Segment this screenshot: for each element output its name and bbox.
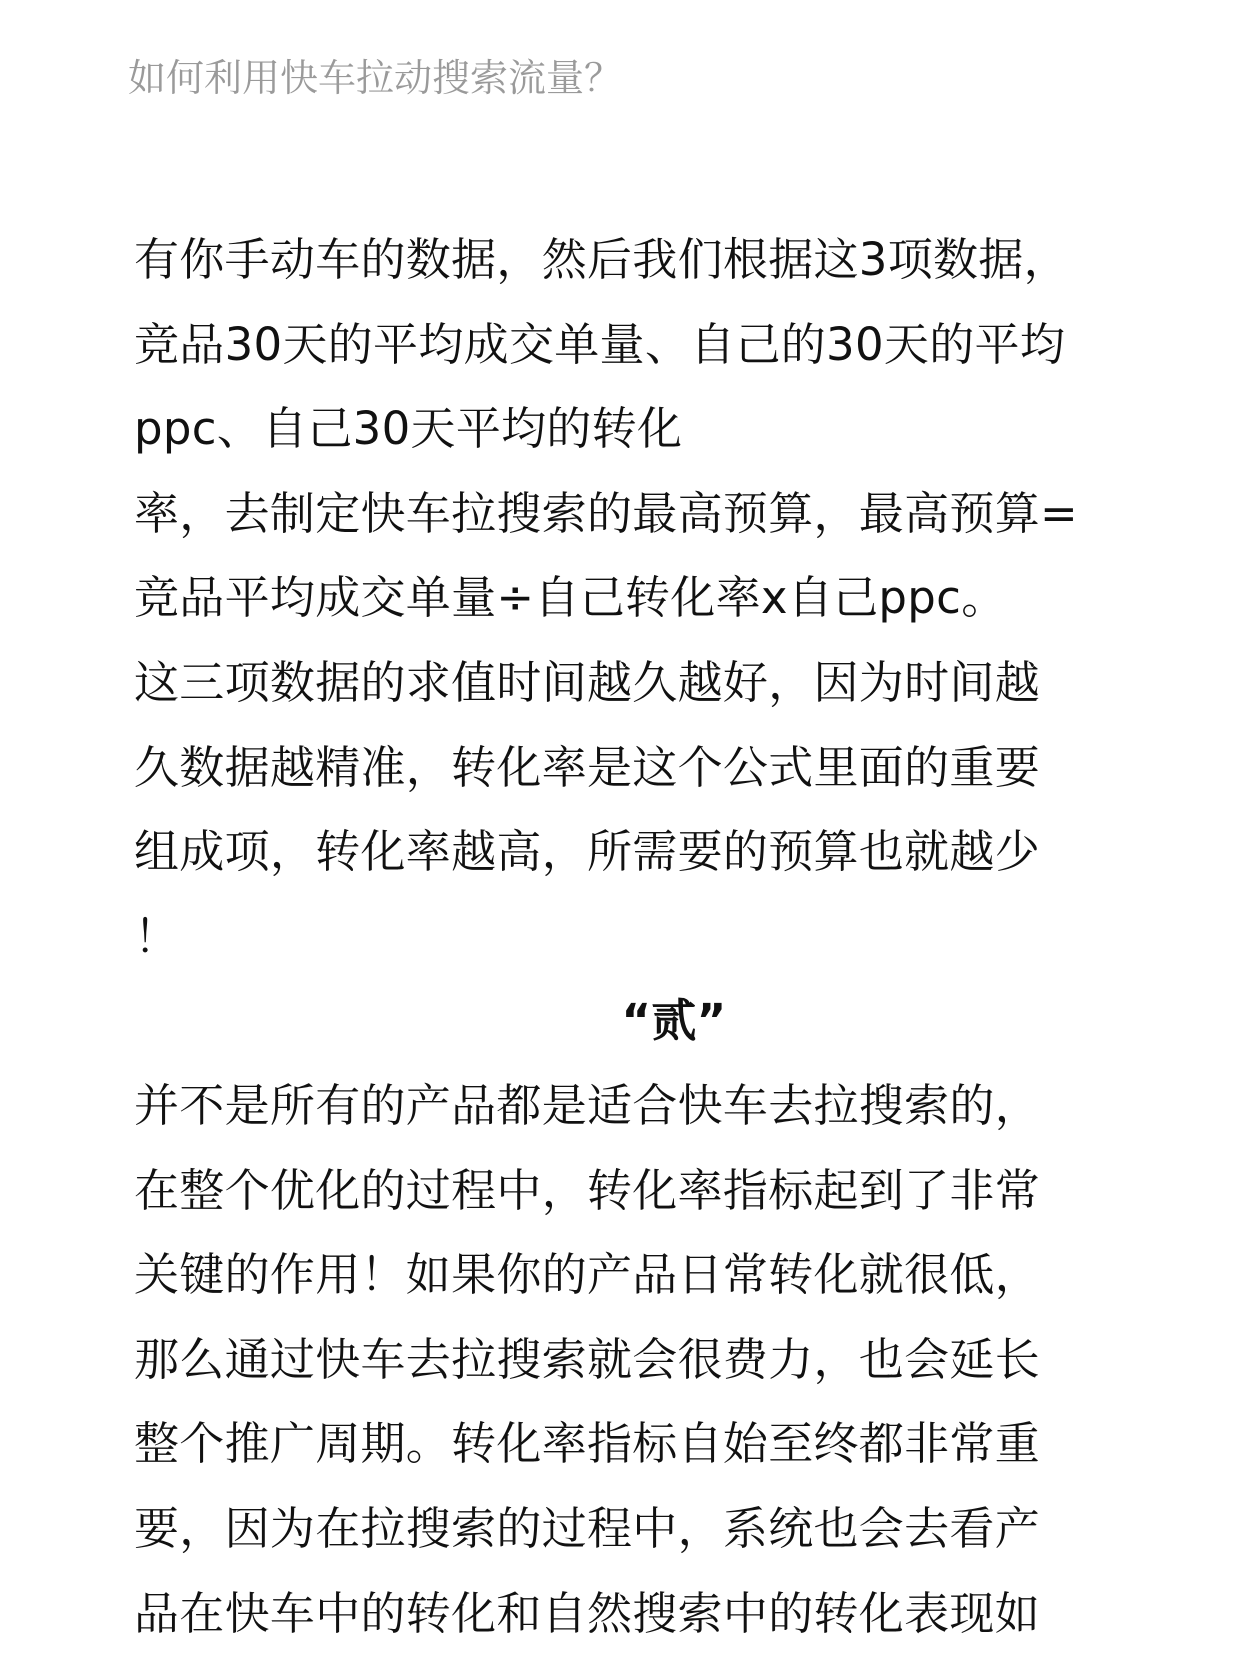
section-heading: “贰”: [621, 994, 727, 1048]
paragraph-line: 要，因为在拉搜索的过程中，系统也会去看产: [134, 1501, 1041, 1555]
paragraph-line: 率，去制定快车拉搜索的最高预算，最高预算=: [134, 486, 1079, 540]
paragraph-line: 在整个优化的过程中，转化率指标起到了非常: [134, 1163, 1041, 1217]
paragraph-line: 品在快车中的转化和自然搜索中的转化表现如: [134, 1586, 1041, 1640]
paragraph-line: 组成项，转化率越高，所需要的预算也就越少: [134, 825, 1041, 879]
paragraph-line: 整个推广周期。转化率指标自始至终都非常重: [134, 1417, 1041, 1471]
paragraph-line: 并不是所有的产品都是适合快车去拉搜索的，: [134, 1078, 1041, 1132]
paragraph-line: 竞品平均成交单量÷自己转化率x自己ppc。: [134, 571, 1007, 625]
paragraph-line: ppc、自己30天平均的转化: [134, 402, 683, 456]
paragraph-line: 竞品30天的平均成交单量、自己的30天的平均: [134, 317, 1066, 371]
paragraph-line: 关键的作用！如果你的产品日常转化就很低，: [134, 1248, 1041, 1302]
paragraph-line: ！: [134, 909, 180, 963]
paragraph-line: 久数据越精准，转化率是这个公式里面的重要: [134, 740, 1041, 794]
page-title: 如何利用快车拉动搜索流量？: [128, 56, 623, 100]
paragraph-line: 那么通过快车去拉搜索就会很费力，也会延长: [134, 1332, 1041, 1386]
article-body: [134, 218, 1194, 1656]
paragraph-line: 有你手动车的数据，然后我们根据这3项数据，: [134, 233, 1069, 286]
paragraph-line: 这三项数据的求值时间越久越好，因为时间越: [134, 655, 1041, 709]
